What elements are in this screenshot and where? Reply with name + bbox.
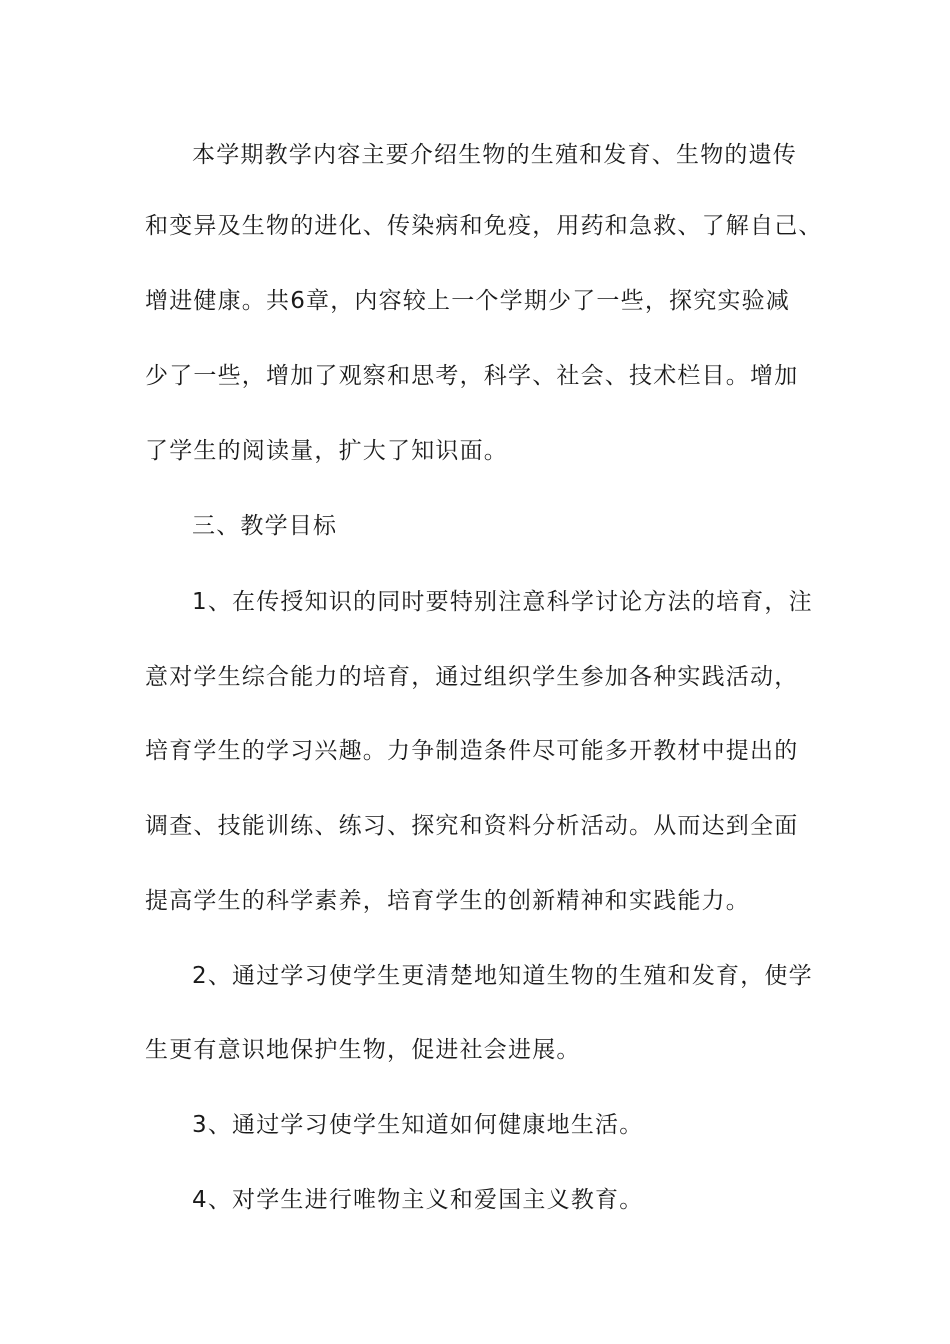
goal-1-line-4: 调查、技能训练、练习、探究和资料分析活动。从而达到全面 [145, 813, 799, 839]
intro-paragraph-line-3: 增进健康。共6章，内容较上一个学期少了一些，探究实验减 [145, 288, 791, 314]
goal-1-line-1: 1、在传授知识的同时要特别注意科学讨论方法的培育，注 [192, 589, 813, 615]
goal-4-line: 4、对学生进行唯物主义和爱国主义教育。 [192, 1187, 644, 1213]
section-heading-teaching-goals: 三、教学目标 [192, 513, 338, 539]
goal-1-line-5: 提高学生的科学素养，培育学生的创新精神和实践能力。 [145, 888, 750, 914]
goal-2-line-2: 生更有意识地保护生物，促进社会进展。 [145, 1037, 581, 1063]
goal-2-line-1: 2、通过学习使学生更清楚地知道生物的生殖和发育，使学 [192, 963, 813, 989]
intro-paragraph-line-5: 了学生的阅读量，扩大了知识面。 [145, 438, 508, 464]
goal-3-line: 3、通过学习使学生知道如何健康地生活。 [192, 1112, 644, 1138]
goal-1-line-3: 培育学生的学习兴趣。力争制造条件尽可能多开教材中提出的 [145, 738, 799, 764]
intro-paragraph-line-1: 本学期教学内容主要介绍生物的生殖和发育、生物的遗传 [192, 142, 797, 168]
intro-paragraph-line-4: 少了一些，增加了观察和思考，科学、社会、技术栏目。增加 [145, 363, 799, 389]
intro-paragraph-line-2: 和变异及生物的进化、传染病和免疫，用药和急救、了解自己、 [145, 213, 823, 239]
goal-1-line-2: 意对学生综合能力的培育，通过组织学生参加各种实践活动， [145, 664, 799, 690]
